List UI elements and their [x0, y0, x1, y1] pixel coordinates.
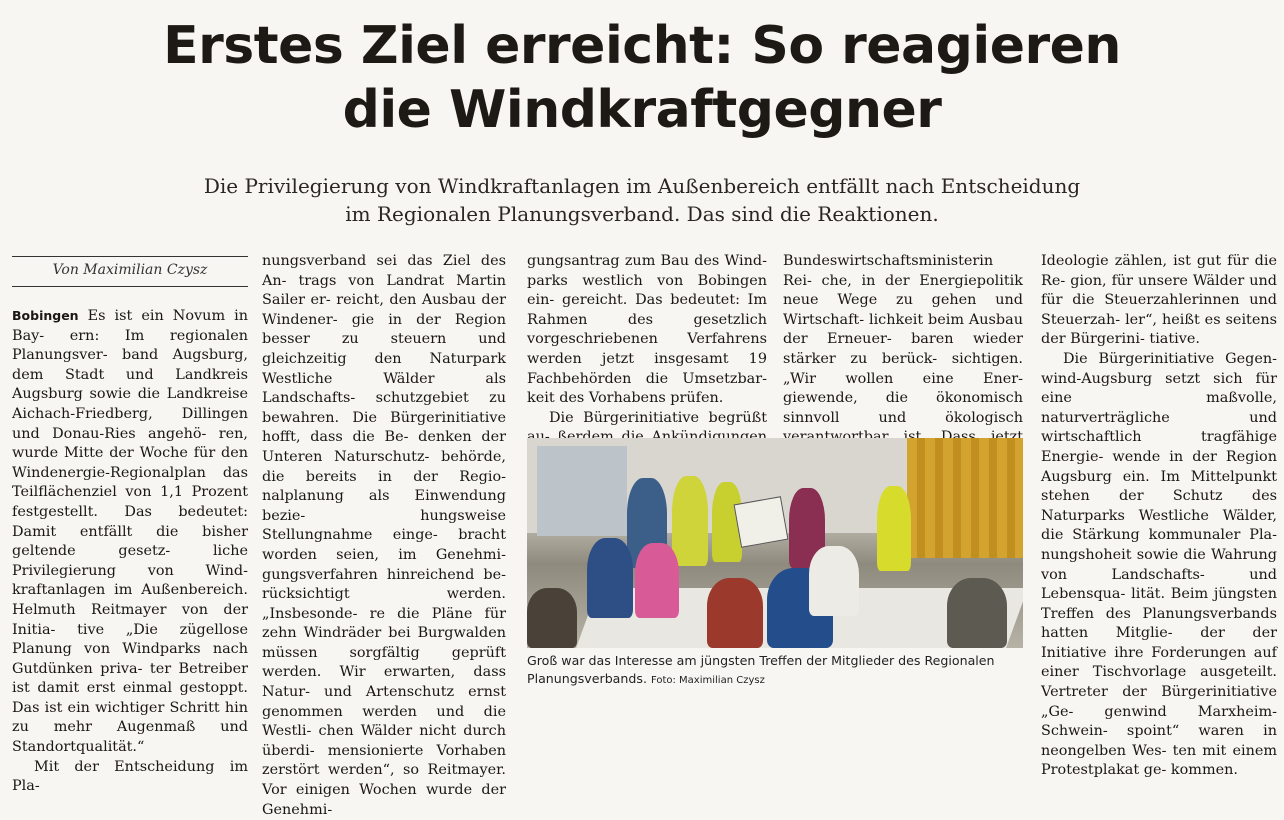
- person-figure: [809, 546, 859, 616]
- person-figure: [672, 476, 708, 566]
- caption-text: Groß war das Interesse am jüngsten Treffen der Mitglieder des Regionalen Planungsverbands.: [527, 653, 995, 686]
- paragraph: nungsverband sei das Ziel des An- trags von Landrat Martin Sailer er- reicht, den Ausbau der Windener- gie in der Region besser zu steuern und gleichzeitig den Naturpark Westliche Wälder als Landschafts- schutzgebiet zu bewahren. Die Bürgerinitiative hofft, dass die Be- denken der Unteren Naturschutz- behörde, die bereits in der Regio- nalplanung als Einwendung bezie- hungsweise Stellungnahme einge- bracht worden seien, im Genehmi- gungsverfahren hinreichend be- rücksichtigt werden. „Insbesonde- re die Pläne für zehn Windräder bei Burgwalden müssen sorgfältig geprüft werden. Wir erwarten, dass Natur- und Artenschutz ernst genommen werden und die Westli- chen Wälder nicht durch überdi- mensionierte Vorhaben zerstört werden“, so Reitmayer. Vor einigen Wochen wurde der Genehmi-: [262, 253, 506, 818]
- headline-line-1: Erstes Ziel erreicht: So reagieren: [163, 16, 1121, 76]
- protest-sign: [734, 496, 789, 548]
- headline: [0, 14, 1284, 142]
- paragraph-text: Es ist ein Novum in Bay- ern: Im regionalen Planungsver- band Augsburg, dem Stadt und Landkreis Augsburg sowie die Landkreise Aichach-Friedberg, Dillingen und Donau-Ries angehö- ren, wurde Mitte der Woche für den Windenergie-Regionalplan das Teilflächenziel von 1,1 Prozent festgestellt. Das bedeutet: Damit entfällt die bisher geltende gesetz- liche Privilegierung von Wind- kraftanlagen im Außenbereich. Helmuth Reitmayer von der Initia- tive „Die zügellose Planung von Windparks nach Gutdünken priva- ter Betreiber ist damit erst einmal gestoppt. Das ist ein wichtiger Schritt hin zu mehr Augenmaß und Standortqualität.“: [12, 308, 248, 756]
- paragraph: Mit der Entscheidung im Pla-: [12, 758, 248, 795]
- person-figure: [707, 578, 763, 648]
- paragraph: [12, 306, 248, 758]
- dateline: Bobingen: [12, 308, 79, 323]
- photo-credit: Foto: Maximilian Czysz: [650, 675, 765, 686]
- subheadline: [0, 172, 1284, 228]
- person-figure: [587, 538, 633, 618]
- byline-top-rule: [12, 256, 248, 257]
- photo-window: [537, 446, 627, 536]
- column-5: [1041, 252, 1277, 781]
- person-figure: [877, 486, 911, 571]
- paragraph: Bundeswirtschaftsministerin Rei- che, in der Energiepolitik neue Wege zu gehen und Wirtschaft- lichkeit beim Ausbau der Erneuer- baren wieder stärker zu berück- sichtigen. „Wir wollen eine Ener- giewende, die ökonomisch sinnvoll und ökologisch: [783, 253, 1023, 426]
- byline-bottom-rule: [12, 286, 248, 287]
- meeting-photo: [527, 438, 1023, 648]
- subheadline-line-2: im Regionalen Planungsverband. Das sind die Reaktionen.: [345, 202, 939, 226]
- byline: Von Maximilian Czysz: [52, 262, 208, 278]
- photo-curtain: [907, 438, 1023, 558]
- subheadline-line-1: Die Privilegierung von Windkraftanlagen im Außenbereich entfällt nach Entscheidung: [203, 174, 1081, 198]
- column-3: [527, 252, 767, 468]
- paragraph: Die Bürgerinitiative begrüßt: [549, 409, 767, 426]
- column-4: [783, 252, 1023, 468]
- paragraph: gungsantrag zum Bau des Wind- parks westlich von Bobingen ein- gereicht. Das bedeutet: Im Rahmen des gesetzlich vorgeschriebenen Verfahrens werden jetzt insgesamt 19 Fachbehörden die Umsetzbar- keit des Vorhabens prüfen.: [527, 253, 767, 407]
- paragraph: Ideologie zählen, ist gut für die Re- gion, für unsere Wälder und für die Steuerzahlerinnen und Steuerzah- ler“, heißt es seitens der Bürgerini- tiative.: [1041, 253, 1277, 348]
- person-figure: [635, 543, 679, 618]
- column-1: [12, 306, 248, 797]
- headline-line-2: die Windkraftgegner: [342, 80, 942, 140]
- column-2: [262, 252, 506, 820]
- photo-caption: [527, 652, 1023, 690]
- paragraph: Die Bürgerinitiative Gegen- wind-Augsburg setzt sich für eine maßvolle, naturverträgliche und wirtschaftlich tragfähige Energie- wende in der Region Augsburg ein. Im Mittelpunkt stehen der Schutz des Naturparks Westliche Wälder, die Stärkung kommunaler Pla- nungshoheit sowie die Wahrung von Landschafts- und Lebensqua- lität. Beim jüngsten Treffen des Planungsverbands hatten Mitglie- der der Initiative ihre Forderungen auf einer Tischvorlage ausgeteilt. Vertreter der Bürgerinitiative „Ge- genwind Marxheim-Schwein- spoint“ waren in neongelben Wes- ten mit einem Protestplakat ge- kommen.: [1041, 350, 1277, 779]
- person-figure: [527, 588, 577, 648]
- person-figure: [947, 578, 1007, 648]
